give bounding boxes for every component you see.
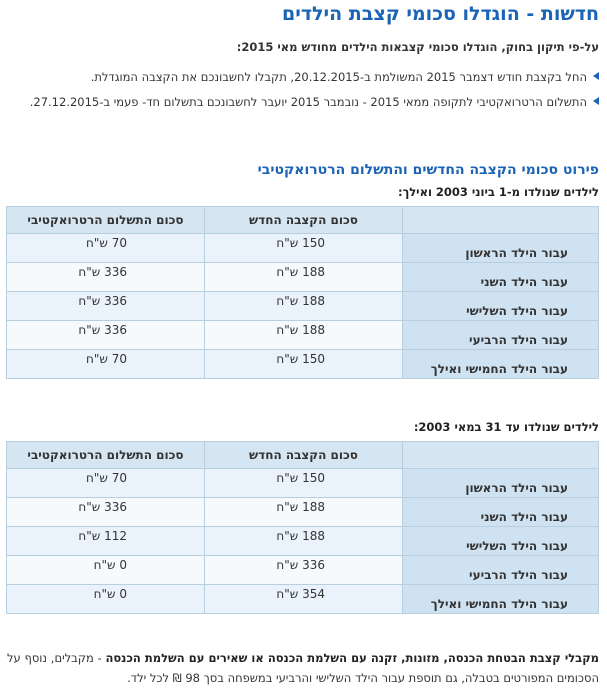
new-amount-cell: 188 ש"ח — [205, 292, 403, 321]
bullet-list — [1, 70, 601, 120]
new-amount-cell: 336 ש"ח — [205, 556, 403, 585]
retro-cell: 70 ש"ח — [7, 234, 205, 263]
row-label: עבור הילד השלישי — [403, 527, 599, 556]
retro-cell: 336 ש"ח — [7, 292, 205, 321]
row-label: עבור הילד הראשון — [403, 469, 599, 498]
bullet-text: החל בקצבת חודש דצמבר 2015 המשולמת ב-20.12.2015, תקבלו לחשבונכם את הקצבה המוגדלת. — [90, 70, 587, 84]
footer-text: - מקבלים, נוסף על הסכומים המפורטים בטבלה, גם תוספת עבור הילד השלישי והרביעי במשפחה בסך 98 ₪ לכל ילד. — [7, 651, 599, 685]
list-item — [1, 95, 601, 120]
footer-bold-text: מקבלי קצבת הבטחת הכנסה, מזונות, זקנה עם השלמת הכנסה או שאירים עם השלמת הכנסה — [105, 651, 599, 665]
table-row — [7, 292, 599, 321]
row-label: עבור הילד השני — [403, 263, 599, 292]
row-label: עבור הילד החמישי ואילך — [403, 585, 599, 614]
new-amount-cell: 354 ש"ח — [205, 585, 403, 614]
row-label: עבור הילד הרביעי — [403, 321, 599, 350]
new-amount-cell: 150 ש"ח — [205, 350, 403, 379]
bullet-arrow-icon — [593, 72, 599, 80]
retro-cell: 336 ש"ח — [7, 498, 205, 527]
row-label: עבור הילד הראשון — [403, 234, 599, 263]
new-amount-cell: 188 ש"ח — [205, 498, 403, 527]
page-title: חדשות - הוגדלו סכומי קצבת הילדים — [282, 3, 599, 25]
retro-cell: 70 ש"ח — [7, 469, 205, 498]
retro-cell: 112 ש"ח — [7, 527, 205, 556]
table1-heading: לילדים שנולדו מ-1 ביוני 2003 ואילך: — [397, 185, 599, 199]
retro-cell: 336 ש"ח — [7, 263, 205, 292]
table-row — [7, 585, 599, 614]
retro-cell: 336 ש"ח — [7, 321, 205, 350]
column-header-retro: סכום התשלום הרטרואקטיבי — [7, 442, 205, 469]
table-row — [7, 234, 599, 263]
footer-note — [7, 648, 599, 688]
row-label: עבור הילד השלישי — [403, 292, 599, 321]
intro-text: על-פי תיקון בחוק, הוגדלו סכומי קצבאות הילדים מחודש מאי 2015: — [236, 40, 599, 54]
section-title: פירוט סכומי הקצבה החדשים והתשלום הרטרואקטיבי — [257, 162, 599, 178]
table-row — [7, 527, 599, 556]
new-amount-cell: 188 ש"ח — [205, 321, 403, 350]
table-header-row — [7, 207, 599, 234]
bullet-arrow-icon — [593, 97, 599, 105]
retro-cell: 0 ש"ח — [7, 585, 205, 614]
column-header-new-amount: סכום הקצבה החדש — [205, 207, 403, 234]
bullet-text: התשלום הרטרואקטיבי לתקופה ממאי 2015 - נובמבר 2015 יועבר לחשבונכם בתשלום חד- פעמי ב-27.12.2015. — [29, 95, 587, 109]
new-amount-cell: 188 ש"ח — [205, 527, 403, 556]
retro-cell: 70 ש"ח — [7, 350, 205, 379]
list-item — [1, 70, 601, 95]
row-label: עבור הילד הרביעי — [403, 556, 599, 585]
table-row — [7, 556, 599, 585]
allowance-table-until-may-2003 — [6, 441, 599, 614]
new-amount-cell: 150 ש"ח — [205, 234, 403, 263]
retro-cell: 0 ש"ח — [7, 556, 205, 585]
table2-heading: לילדים שנולדו עד 31 במאי 2003: — [413, 420, 599, 434]
table-row — [7, 498, 599, 527]
row-label: עבור הילד החמישי ואילך — [403, 350, 599, 379]
column-header-retro: סכום התשלום הרטרואקטיבי — [7, 207, 205, 234]
column-header-new-amount: סכום הקצבה החדש — [205, 442, 403, 469]
table-header-row — [7, 442, 599, 469]
row-label: עבור הילד השני — [403, 498, 599, 527]
header-corner-cell — [403, 442, 599, 469]
table-row — [7, 350, 599, 379]
table-row — [7, 469, 599, 498]
allowance-table-after-june-2003 — [6, 206, 599, 379]
header-corner-cell — [403, 207, 599, 234]
table-row — [7, 263, 599, 292]
new-amount-cell: 188 ש"ח — [205, 263, 403, 292]
new-amount-cell: 150 ש"ח — [205, 469, 403, 498]
table-row — [7, 321, 599, 350]
